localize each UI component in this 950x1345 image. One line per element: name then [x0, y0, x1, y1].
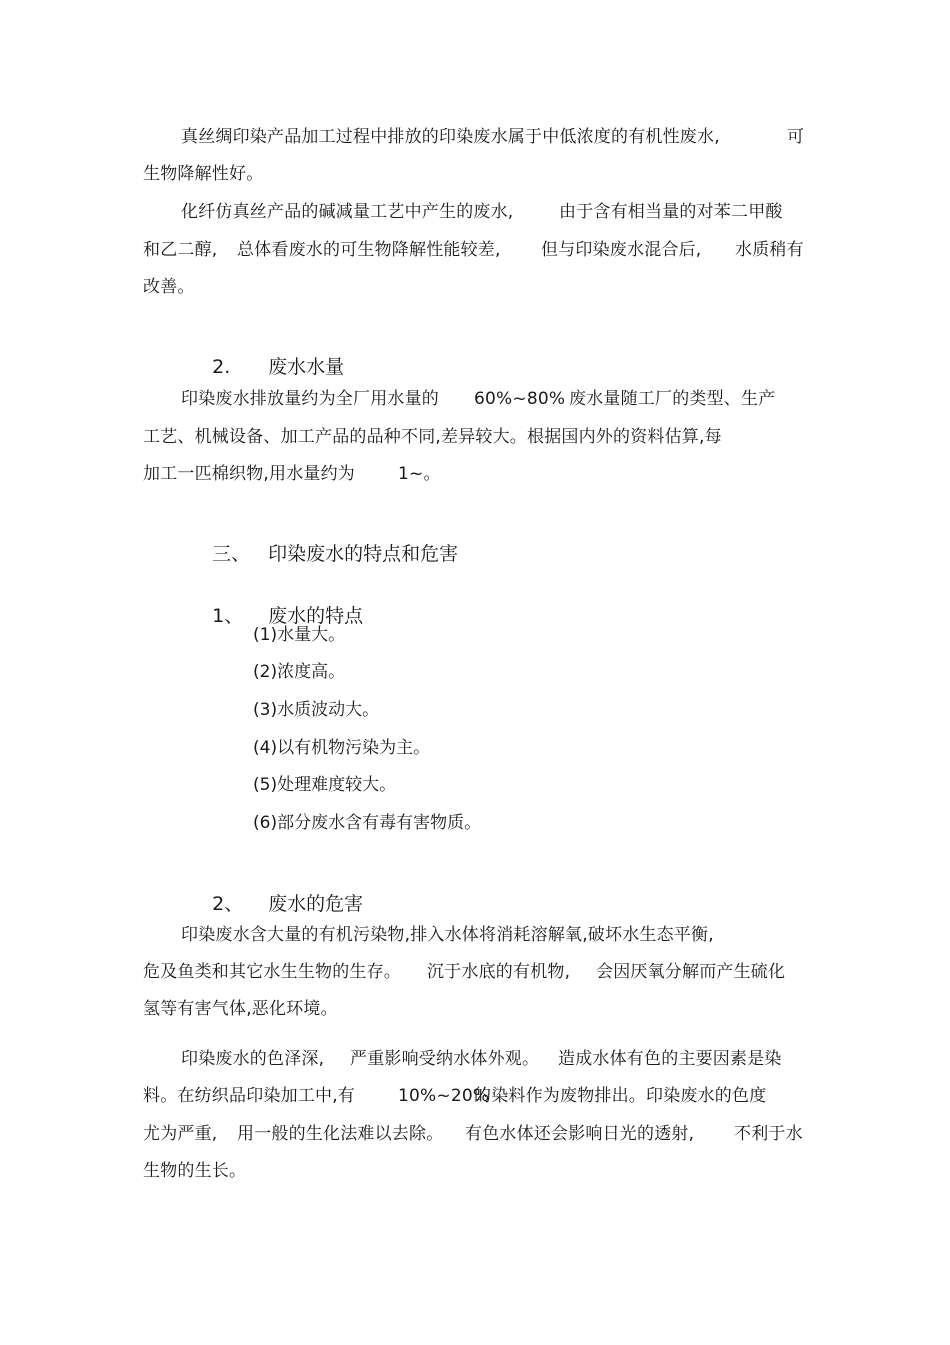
heading-number: 2.	[212, 356, 231, 378]
list-item: (5)处理难度较大。	[253, 775, 397, 795]
paragraph-line: 废水量随工厂的类型、生产	[569, 389, 776, 409]
list-item: (2)浓度高。	[253, 662, 346, 682]
paragraph-line: 用一般的生化法难以去除。	[237, 1124, 444, 1144]
heading-number: 三、	[212, 543, 251, 565]
percentage-value: 60%~80%	[474, 389, 566, 409]
paragraph-line: 生物的生长。	[143, 1161, 247, 1181]
paragraph-line: 造成水体有色的主要因素是染	[558, 1049, 782, 1069]
paragraph-line: 氢等有害气体,恶化环境。	[143, 999, 338, 1019]
paragraph-line: 化纤仿真丝产品的碱减量工艺中产生的废水,	[181, 202, 514, 222]
paragraph-line: 危及鱼类和其它水生生物的生存。	[143, 962, 401, 982]
heading-title: 印染废水的特点和危害	[268, 543, 459, 565]
paragraph-line: 有色水体还会影响日光的透射,	[465, 1124, 695, 1144]
paragraph-line: 和乙二醇,	[143, 240, 218, 260]
list-item: (1)水量大。	[253, 625, 346, 645]
paragraph-line: 改善。	[143, 277, 195, 297]
paragraph-line: 总体看废水的可生物降解性能较差,	[237, 240, 501, 260]
heading-title: 废水的特点	[268, 605, 364, 627]
heading-number: 2、	[212, 893, 244, 915]
list-item: (6)部分废水含有毒有害物质。	[253, 813, 482, 833]
paragraph-line: 印染废水排放量约为全厂用水量的	[181, 389, 439, 409]
paragraph-line: 料。在纺织品印染加工中,有	[143, 1086, 356, 1106]
heading-title: 废水水量	[268, 356, 345, 378]
paragraph-line: 不利于水	[734, 1124, 803, 1144]
paragraph-line: 由于含有相当量的对苯二甲酸	[559, 202, 783, 222]
paragraph-line: 的染料作为废物排出。印染废水的色度	[474, 1086, 767, 1106]
paragraph-line: 严重影响受纳水体外观。	[350, 1049, 540, 1069]
paragraph-line: 会因厌氧分解而产生硫化	[596, 962, 786, 982]
paragraph-line: 加工一匹棉织物,用水量约为	[143, 464, 356, 484]
paragraph-line: 真丝绸印染产品加工过程中排放的印染废水属于中低浓度的有机性废水,	[181, 127, 720, 147]
paragraph-line: 尤为严重,	[143, 1124, 218, 1144]
paragraph-line: 沉于水底的有机物,	[427, 962, 571, 982]
paragraph-line: 可	[787, 127, 805, 147]
list-item: (3)水质波动大。	[253, 700, 380, 720]
list-item: (4)以有机物污染为主。	[253, 738, 431, 758]
paragraph-line: 水质稍有	[735, 240, 804, 260]
percentage-value: 10%~20%	[398, 1086, 490, 1106]
paragraph-line: 生物降解性好。	[143, 164, 264, 184]
heading-number: 1、	[212, 605, 244, 627]
paragraph-line: 工艺、机械设备、加工产品的品种不同,差异较大。根据国内外的资料估算,每	[143, 427, 722, 447]
paragraph-line: 1~。	[398, 464, 441, 484]
paragraph-line: 印染废水含大量的有机污染物,排入水体将消耗溶解氧,破坏水生态平衡,	[181, 925, 714, 945]
heading-title: 废水的危害	[268, 893, 364, 915]
paragraph-line: 但与印染废水混合后,	[541, 240, 702, 260]
paragraph-line: 印染废水的色泽深,	[181, 1049, 325, 1069]
